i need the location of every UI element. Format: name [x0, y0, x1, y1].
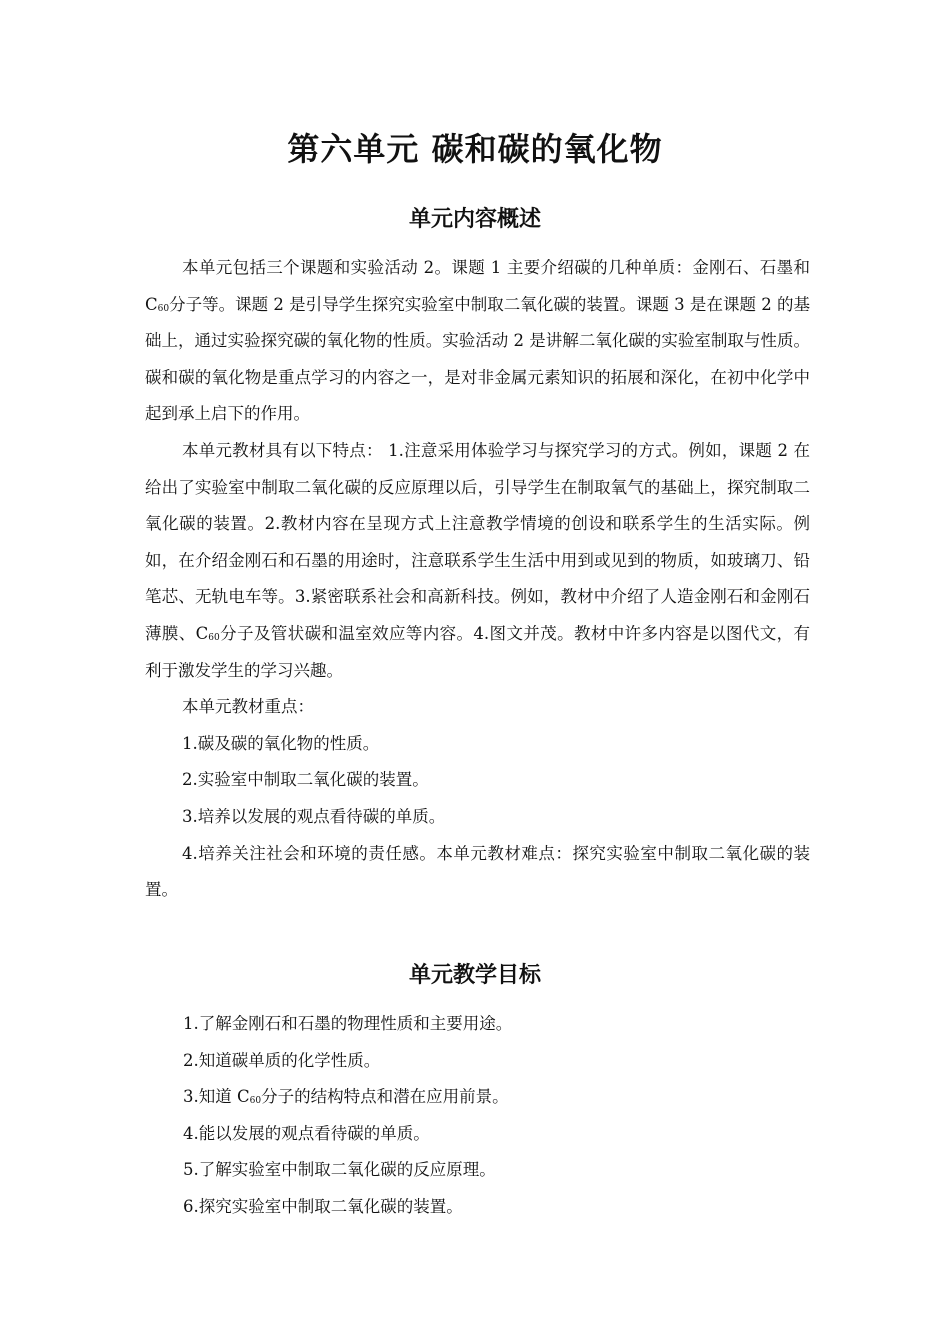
paragraph: 本单元教材重点： — [182, 697, 314, 717]
objectives-list — [183, 1006, 810, 1226]
subscript: 60 — [249, 1096, 262, 1107]
list-item: 4.能以发展的观点看待碳的单质。 — [183, 1123, 430, 1143]
list-item: 2.知道碳单质的化学性质。 — [183, 1050, 381, 1070]
paragraph — [145, 250, 810, 433]
paragraph: 3.培养以发展的观点看待碳的单质。 — [182, 806, 446, 826]
section-heading-objectives: 单元教学目标 — [408, 963, 541, 988]
list-item-text: 分子的结构特点和潜在应用前景。 — [261, 1087, 509, 1107]
overview-body — [145, 250, 810, 909]
list-item: 1.了解金刚石和石墨的物理性质和主要用途。 — [183, 1014, 513, 1033]
list-item: 6.探究实验室中制取二氧化碳的装置。 — [183, 1196, 463, 1216]
list-item-text: 3.知道 C — [183, 1087, 250, 1107]
paragraph: 4.培养关注社会和环境的责任感。本单元教材难点：探究实验室中制取二氧化碳的装置。 — [145, 843, 810, 900]
section-heading-overview: 单元内容概述 — [408, 207, 541, 232]
paragraph: 2.实验室中制取二氧化碳的装置。 — [182, 770, 429, 790]
paragraph-text: 本单元包括三个课题和实验活动 2。课题 1 主要介绍碳的几种单质：金刚石、石墨和 C — [145, 258, 810, 314]
list-item: 5.了解实验室中制取二氧化碳的反应原理。 — [183, 1160, 496, 1180]
document-title: 第六单元 碳和碳的氧化物 — [287, 130, 663, 168]
paragraph-text: 分子等。课题 2 是引导学生探究实验室中制取二氧化碳的装置。课题 3 是在课题 2 的基础上，通过实验探究碳的氧化物的性质。实验活动 2 是讲解二氧化碳的实验室制取与性质。碳和碳的氧化物是重点学习的内容之一，是对非金属元素知识的拓展和深化，在初中化学中起到承上启下的作用。 — [145, 294, 810, 424]
paragraph-text: 分子及管状碳和温室效应等内容。4.图文并茂。教材中许多内容是以图代文，有利于激发学生的学习兴趣。 — [145, 623, 811, 680]
subscript: 60 — [208, 632, 220, 643]
paragraph-text: 本单元教材具有以下特点： 1.注意采用体验学习与探究学习的方式。例如，课题 2 在给出了实验室中制取二氧化碳的反应原理以后，引导学生在制取氧气的基础上，探究制取二氧化碳的装置。2.教材内容在呈现方式上注意教学情境的创设和联系学生的生活实际。例如，在介绍金刚石和石墨的用途时，注意联系学生生活中用到或见到的物质，如玻璃刀、铅笔芯、无轨电车等。3.紧密联系社会和高新科技。例如，教材中介绍了人造金刚石和金刚石薄膜、C — [145, 440, 810, 643]
subscript: 60 — [157, 303, 170, 314]
list-item — [183, 1079, 810, 1116]
paragraph: 1.碳及碳的氧化物的性质。 — [182, 733, 380, 753]
paragraph — [145, 433, 810, 689]
